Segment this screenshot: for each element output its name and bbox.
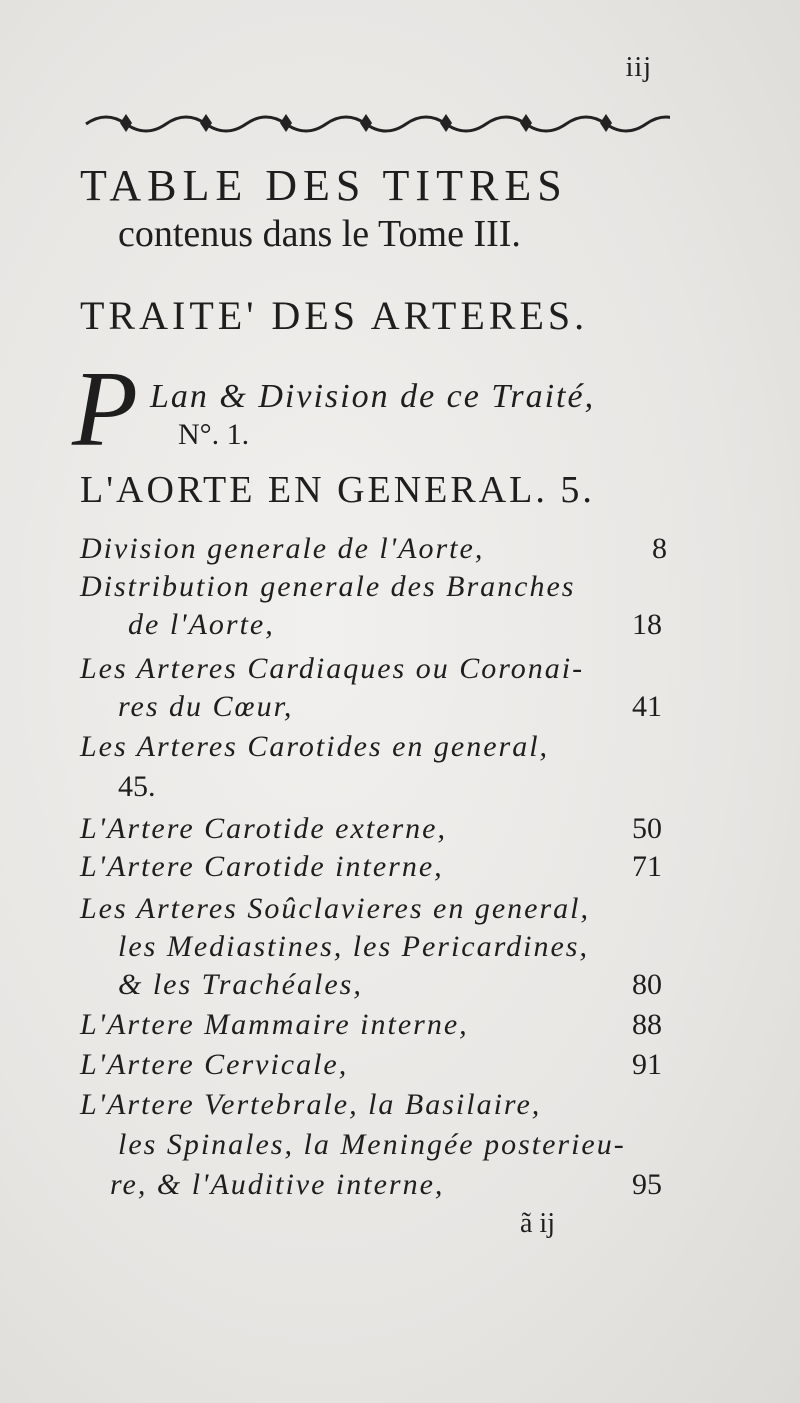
toc-entry-page: 95 [632,1168,662,1201]
toc-entry-page: 45. [118,770,156,803]
drop-cap: P [72,350,138,469]
toc-entry-text: L'Artere Carotide externe, [80,812,447,845]
page-number: iij [625,52,652,83]
table-subtitle: contenus dans le Tome III. [118,213,521,255]
table-title: TABLE DES TITRES [80,161,568,210]
toc-entry-text: L'Artere Mammaire interne, [80,1008,469,1041]
toc-entry-page: 41 [632,690,662,723]
toc-entry-text: L'Artere Carotide interne, [80,850,444,883]
signature-mark: ã ij [520,1208,555,1239]
toc-entry-text: de l'Aorte, [128,608,275,641]
section-heading-aorta: L'AORTE EN GENERAL. 5. [80,469,595,511]
toc-entry-text: res du Cœur, [118,690,294,723]
toc-entry-text: Les Arteres Carotides en general, [80,730,550,763]
treatise-heading: TRAITE' DES ARTERES. [80,293,589,338]
toc-entry-text: L'Artere Cervicale, [80,1048,349,1081]
toc-entry-text: & les Trachéales, [118,968,363,1001]
toc-entry-text: L'Artere Vertebrale, la Basilaire, [80,1088,542,1121]
toc-entry-page: 91 [632,1048,662,1081]
toc-entry-page: 80 [632,968,662,1001]
toc-entry-text: Distribution generale des Branches [80,570,576,603]
toc-entry-page: 71 [632,850,662,883]
toc-entry-text: les Mediastines, les Pericardines, [118,930,589,963]
toc-entry-text: Les Arteres Cardiaques ou Coronai- [80,652,585,685]
toc-entry-page: 88 [632,1008,662,1041]
toc-entry-text: Division generale de l'Aorte, [80,532,485,565]
ornamental-band [82,108,670,138]
toc-entry-page: 50 [632,812,662,845]
plan-entry-number: N°. 1. [178,418,250,451]
plan-entry-text: Lan & Division de ce Traité, [150,378,596,415]
toc-entry-page: 18 [632,608,662,641]
toc-entry-text: les Spinales, la Meningée posterieu- [118,1128,626,1161]
toc-entry-page: 8 [652,532,667,565]
toc-entry-text: re, & l'Auditive interne, [110,1168,445,1201]
toc-entry-text: Les Arteres Soûclavieres en general, [80,892,590,925]
